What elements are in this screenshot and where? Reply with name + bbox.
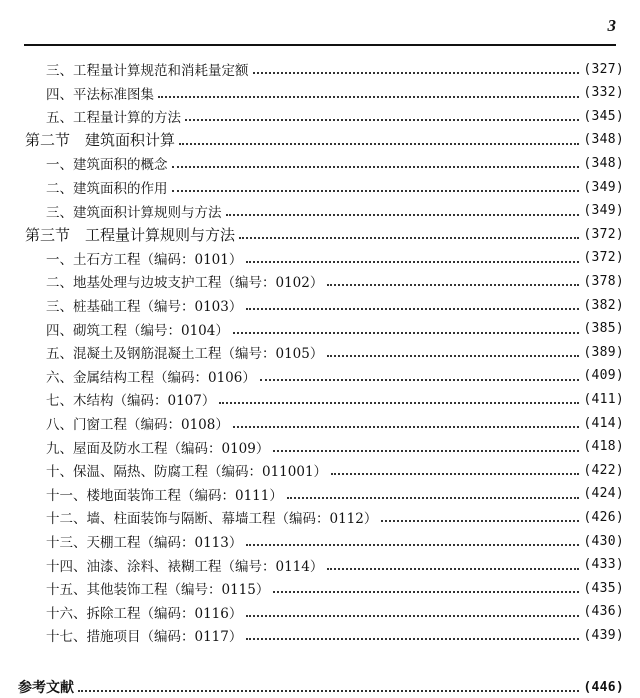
toc-entry-title: 二、地基处理与边坡支护工程（编号：0102）	[46, 275, 324, 292]
toc-entry-page: (409)	[583, 368, 624, 384]
dot-leader	[172, 190, 580, 192]
toc-entry-title: 参考文献	[18, 680, 74, 696]
toc-entry[interactable]	[0, 530, 640, 552]
toc-entry-title: 五、混凝土及钢筋混凝土工程（编号：0105）	[46, 346, 324, 363]
toc-entry[interactable]	[0, 577, 640, 599]
toc-entry-title: 十五、其他装饰工程（编号：0115）	[46, 582, 270, 599]
dot-leader	[179, 143, 579, 145]
toc-entry[interactable]	[0, 365, 640, 387]
toc-entry-title: 三、建筑面积计算规则与方法	[46, 204, 222, 221]
toc-entry-title: 十七、措施项目（编码：0117）	[46, 629, 243, 646]
toc-entry[interactable]	[0, 176, 640, 198]
toc-entry-page: (411)	[583, 391, 624, 407]
toc-entry-page: (435)	[583, 580, 624, 596]
toc-entry[interactable]	[0, 483, 640, 505]
toc-entry[interactable]	[0, 412, 640, 434]
dot-leader	[246, 308, 579, 310]
toc-entry-page: (327)	[583, 61, 624, 77]
dot-leader	[246, 261, 579, 263]
toc-entry-title: 五、工程量计算的方法	[46, 110, 181, 127]
dot-leader	[327, 355, 579, 357]
toc-entry-title: 十四、油漆、涂料、裱糊工程（编号：0114）	[46, 558, 324, 575]
dot-leader	[233, 332, 580, 334]
toc-entry-page: (430)	[583, 533, 624, 549]
toc-entry-page: (424)	[583, 486, 624, 502]
dot-leader	[78, 690, 579, 692]
toc-entry-page: (439)	[583, 627, 624, 643]
toc-entry[interactable]	[0, 82, 640, 104]
dot-leader	[331, 473, 579, 475]
toc-entry-title: 十三、天棚工程（编码：0113）	[46, 535, 243, 551]
toc-entry-page: (382)	[583, 297, 624, 313]
toc-entry[interactable]	[0, 58, 640, 80]
dot-leader	[327, 568, 579, 570]
toc-entry[interactable]	[0, 247, 640, 269]
toc-entry-page: (414)	[583, 415, 624, 431]
toc-entry-page: (389)	[583, 344, 624, 360]
toc-entry-title: 三、工程量计算规范和消耗量定额	[46, 63, 249, 79]
toc-entry-page: (436)	[583, 604, 624, 620]
toc-entry[interactable]	[0, 388, 640, 410]
toc-entry-title: 一、建筑面积的概念	[46, 157, 168, 174]
dot-leader	[246, 615, 579, 617]
header-rule	[24, 44, 616, 46]
toc-entry-title: 二、建筑面积的作用	[46, 181, 168, 197]
toc-entry[interactable]	[0, 624, 640, 646]
toc-entry-page: (349)	[583, 179, 624, 195]
toc-entry-title: 四、平法标准图集	[46, 86, 154, 103]
toc-entry[interactable]	[0, 506, 640, 528]
toc-entry-page: (372)	[583, 250, 624, 266]
toc-entry-title: 一、土石方工程（编码：0101）	[46, 251, 243, 268]
toc-entry[interactable]	[0, 436, 640, 458]
dot-leader	[246, 544, 579, 546]
toc-entry[interactable]	[0, 554, 640, 576]
toc-entry[interactable]	[0, 601, 640, 623]
toc-entry-page: (349)	[583, 203, 624, 219]
toc-entry-page: (385)	[583, 321, 624, 337]
toc-entry-title: 七、木结构（编码：0107）	[46, 393, 216, 410]
dot-leader	[239, 237, 579, 239]
toc-entry[interactable]	[0, 459, 640, 481]
toc-entry-title: 十一、楼地面装饰工程（编码：0111）	[46, 487, 283, 504]
dot-leader	[172, 166, 580, 168]
toc-entry-page: (348)	[583, 155, 624, 171]
toc-entry[interactable]	[0, 129, 640, 151]
page-number: 3	[607, 16, 616, 35]
toc-entry-title: 四、砌筑工程（编号：0104）	[46, 322, 229, 339]
toc-entry-page: (433)	[583, 557, 624, 573]
toc-entry-title: 三、桩基础工程（编号：0103）	[46, 299, 243, 315]
dot-leader	[219, 402, 579, 404]
dot-leader	[381, 520, 579, 522]
toc-entry-title: 十六、拆除工程（编码：0116）	[46, 605, 243, 622]
toc-entry-title: 十二、墙、柱面装饰与隔断、幕墙工程（编码：0112）	[46, 511, 378, 528]
toc-entry-page: (422)	[583, 462, 624, 478]
toc-entry-title: 第三节 工程量计算规则与方法	[25, 225, 236, 244]
toc-entry-title: 九、屋面及防水工程（编码：0109）	[46, 440, 270, 457]
dot-leader	[273, 591, 579, 593]
dot-leader	[253, 72, 580, 74]
dot-leader	[246, 638, 579, 640]
toc-entry-page: (332)	[583, 85, 624, 101]
dot-leader	[327, 284, 579, 286]
toc-entry-title: 六、金属结构工程（编码：0106）	[46, 369, 256, 386]
toc-entry[interactable]	[0, 105, 640, 127]
toc-entry-page: (446)	[583, 679, 624, 695]
dot-leader	[158, 96, 579, 98]
toc-entry-page: (418)	[583, 439, 624, 455]
dot-leader	[185, 119, 579, 121]
toc-entry[interactable]	[0, 270, 640, 292]
toc-entry-title: 十、保温、隔热、防腐工程（编码：011001）	[46, 464, 328, 481]
toc-entry[interactable]	[0, 318, 640, 340]
dot-leader	[287, 497, 580, 499]
toc-entry[interactable]	[0, 294, 640, 316]
toc-entry-page: (345)	[583, 108, 624, 124]
toc-entry[interactable]	[0, 341, 640, 363]
toc-entry-title: 第二节 建筑面积计算	[25, 131, 176, 150]
toc-entry-title: 八、门窗工程（编码：0108）	[46, 417, 229, 433]
dot-leader	[233, 426, 580, 428]
toc-entry[interactable]	[0, 676, 640, 698]
toc-entry-page: (378)	[583, 273, 624, 289]
dot-leader	[260, 379, 580, 381]
toc-entry[interactable]	[0, 200, 640, 222]
toc-entry[interactable]	[0, 152, 640, 174]
toc-entry-page: (426)	[583, 509, 624, 525]
toc-entry-page: (348)	[583, 132, 624, 148]
dot-leader	[273, 450, 579, 452]
toc-entry[interactable]	[0, 223, 640, 245]
toc-entry-page: (372)	[583, 226, 624, 242]
dot-leader	[226, 214, 580, 216]
